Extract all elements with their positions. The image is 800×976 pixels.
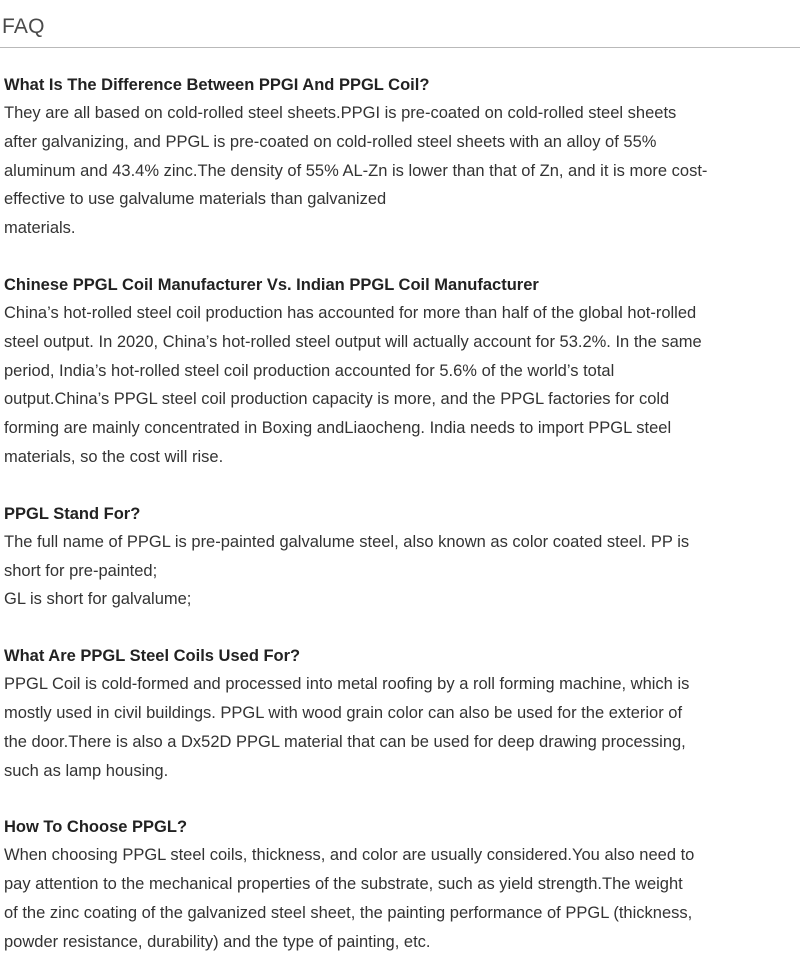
faq-answer (4, 670, 796, 785)
answer-line: materials, so the cost will rise. (4, 447, 224, 466)
answer-line: effective to use galvalume materials than galvanized (4, 190, 387, 209)
answer-line: powder resistance, durability) and the type of painting, etc. (4, 932, 431, 951)
faq-answer (4, 528, 796, 614)
faq-question: PPGL Stand For? (4, 504, 141, 523)
faq-item (4, 71, 796, 243)
answer-line: pay attention to the mechanical properties of the substrate, such as yield strength.The weight (4, 875, 683, 894)
answer-line: materials. (4, 219, 76, 238)
answer-line: the door.There is also a Dx52D PPGL material that can be used for deep drawing processing, (4, 732, 686, 751)
faq-question: What Are PPGL Steel Coils Used For? (4, 647, 301, 666)
answer-line: of the zinc coating of the galvanized steel sheet, the painting performance of PPGL (thickness, (4, 903, 693, 922)
faq-item (4, 813, 796, 956)
faq-question: How To Choose PPGL? (4, 818, 188, 837)
faq-question: Chinese PPGL Coil Manufacturer Vs. Indian PPGL Coil Manufacturer (4, 275, 539, 294)
answer-line: output.China’s PPGL steel coil production capacity is more, and the PPGL factories for cold (4, 390, 670, 409)
faq-list (0, 48, 800, 957)
faq-header (0, 0, 800, 48)
faq-item (4, 642, 796, 785)
answer-line: The full name of PPGL is pre-painted galvalume steel, also known as color coated steel. PP is (4, 532, 690, 551)
answer-line: steel output. In 2020, China’s hot-rolled steel output will actually account for 53.2%. In the same (4, 332, 702, 351)
faq-answer (4, 299, 796, 472)
answer-line: When choosing PPGL steel coils, thickness, and color are usually considered.You also need to (4, 846, 695, 865)
faq-item (4, 500, 796, 614)
answer-line: after galvanizing, and PPGL is pre-coated on cold-rolled steel sheets with an alloy of 55% (4, 132, 657, 151)
answer-line: China’s hot-rolled steel coil production has accounted for more than half of the global hot-rolled (4, 303, 697, 322)
page-title: FAQ (2, 15, 45, 38)
answer-line: aluminum and 43.4% zinc.The density of 55% AL-Zn is lower than that of Zn, and it is more cost- (4, 161, 708, 180)
faq-question: What Is The Difference Between PPGI And PPGL Coil? (4, 76, 430, 94)
answer-line: period, India’s hot-rolled steel coil production accounted for 5.6% of the world’s total (4, 361, 615, 380)
answer-line: forming are mainly concentrated in Boxing andLiaocheng. India needs to import PPGL steel (4, 419, 672, 438)
answer-line: mostly used in civil buildings. PPGL with wood grain color can also be used for the exterior of (4, 703, 683, 722)
faq-answer (4, 841, 796, 956)
faq-answer (4, 99, 796, 243)
answer-line: They are all based on cold-rolled steel sheets.PPGI is pre-coated on cold-rolled steel sheets (4, 104, 677, 122)
answer-line: GL is short for galvalume; (4, 590, 192, 609)
answer-line: such as lamp housing. (4, 761, 169, 780)
answer-line: short for pre-painted; (4, 561, 158, 580)
faq-item (4, 271, 796, 472)
answer-line: PPGL Coil is cold-formed and processed into metal roofing by a roll forming machine, which is (4, 675, 690, 694)
